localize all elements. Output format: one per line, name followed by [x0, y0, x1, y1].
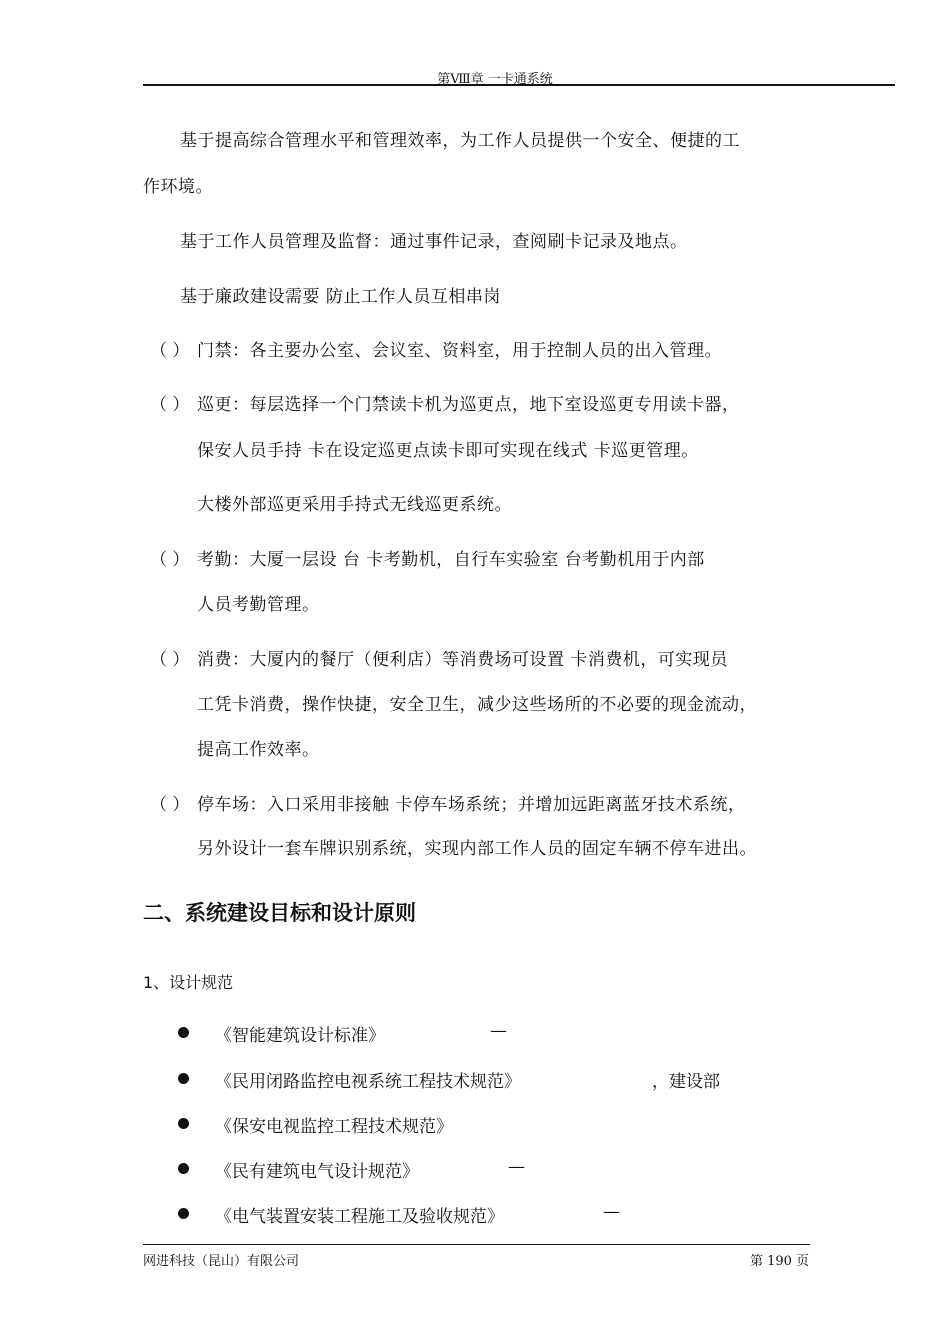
list-item-consumption-line-3: 提高工作效率。: [197, 740, 320, 760]
intro-paragraph-1-cont: 作环境。: [143, 177, 213, 197]
standard-title: 《民有建筑电气设计规范》: [215, 1162, 419, 1182]
standard-suffix: —: [490, 1021, 507, 1041]
section-heading: 二、系统建设目标和设计原则: [143, 901, 416, 925]
footer-page-number: 第 190 页: [750, 1254, 810, 1269]
page-header-title: 第Ⅷ章 一卡通系统: [437, 72, 553, 87]
list-item-patrol: 巡更：每层选择一个门禁读卡机为巡更点，地下室设巡更专用读卡器，: [197, 395, 740, 415]
list-item-parking-line-2: 另外设计一套车牌识别系统，实现内部工作人员的固定车辆不停车进出。: [197, 839, 757, 859]
list-marker: （ ）: [150, 795, 190, 815]
bullet-icon: [178, 1027, 189, 1038]
footer-rule: [143, 1244, 810, 1245]
list-item-consumption: 消费：大厦内的餐厅（便利店）等消费场可设置 卡消费机，可实现员: [197, 650, 728, 670]
header-rule: [143, 84, 895, 86]
list-item-patrol-line-3: 大楼外部巡更采用手持式无线巡更系统。: [197, 495, 512, 515]
list-item-attendance-line-2: 人员考勤管理。: [197, 595, 320, 615]
list-item-attendance: 考勤：大厦一层设 台 卡考勤机，自行车实验室 台考勤机用于内部: [197, 550, 705, 570]
standard-suffix: —: [508, 1157, 525, 1177]
intro-paragraph-3: 基于廉政建设需要 防止工作人员互相串岗: [180, 287, 501, 307]
standard-title: 《民用闭路监控电视系统工程技术规范》: [215, 1072, 521, 1092]
subsection-heading: 1、设计规范: [143, 973, 234, 992]
list-marker: （ ）: [150, 650, 190, 670]
footer-company: 网进科技（昆山）有限公司: [143, 1254, 300, 1269]
standard-title: 《保安电视监控工程技术规范》: [215, 1117, 453, 1137]
list-marker: （ ）: [150, 550, 190, 570]
bullet-icon: [178, 1208, 189, 1219]
standard-suffix: —: [603, 1202, 620, 1222]
standard-suffix: ，建设部: [652, 1072, 720, 1092]
intro-paragraph-1: 基于提高综合管理水平和管理效率，为工作人员提供一个安全、便捷的工: [180, 131, 740, 151]
bullet-icon: [178, 1163, 189, 1174]
intro-paragraph-2: 基于工作人员管理及监督：通过事件记录，查阅刷卡记录及地点。: [180, 232, 688, 252]
bullet-icon: [178, 1118, 189, 1129]
list-item-patrol-line-2: 保安人员手持 卡在设定巡更点读卡即可实现在线式 卡巡更管理。: [197, 441, 699, 461]
list-marker: （ ）: [150, 341, 190, 361]
list-item-consumption-line-2: 工凭卡消费，操作快捷，安全卫生，减少这些场所的不必要的现金流动，: [197, 695, 757, 715]
bullet-icon: [178, 1073, 189, 1084]
list-item-parking: 停车场：入口采用非接触 卡停车场系统；并增加远距离蓝牙技术系统，: [197, 795, 746, 815]
standard-title: 《电气装置安装工程施工及验收规范》: [215, 1207, 504, 1227]
list-marker: （ ）: [150, 395, 190, 415]
list-item-access-control: 门禁：各主要办公室、会议室、资料室，用于控制人员的出入管理。: [197, 341, 722, 361]
standard-title: 《智能建筑设计标准》: [215, 1026, 385, 1046]
